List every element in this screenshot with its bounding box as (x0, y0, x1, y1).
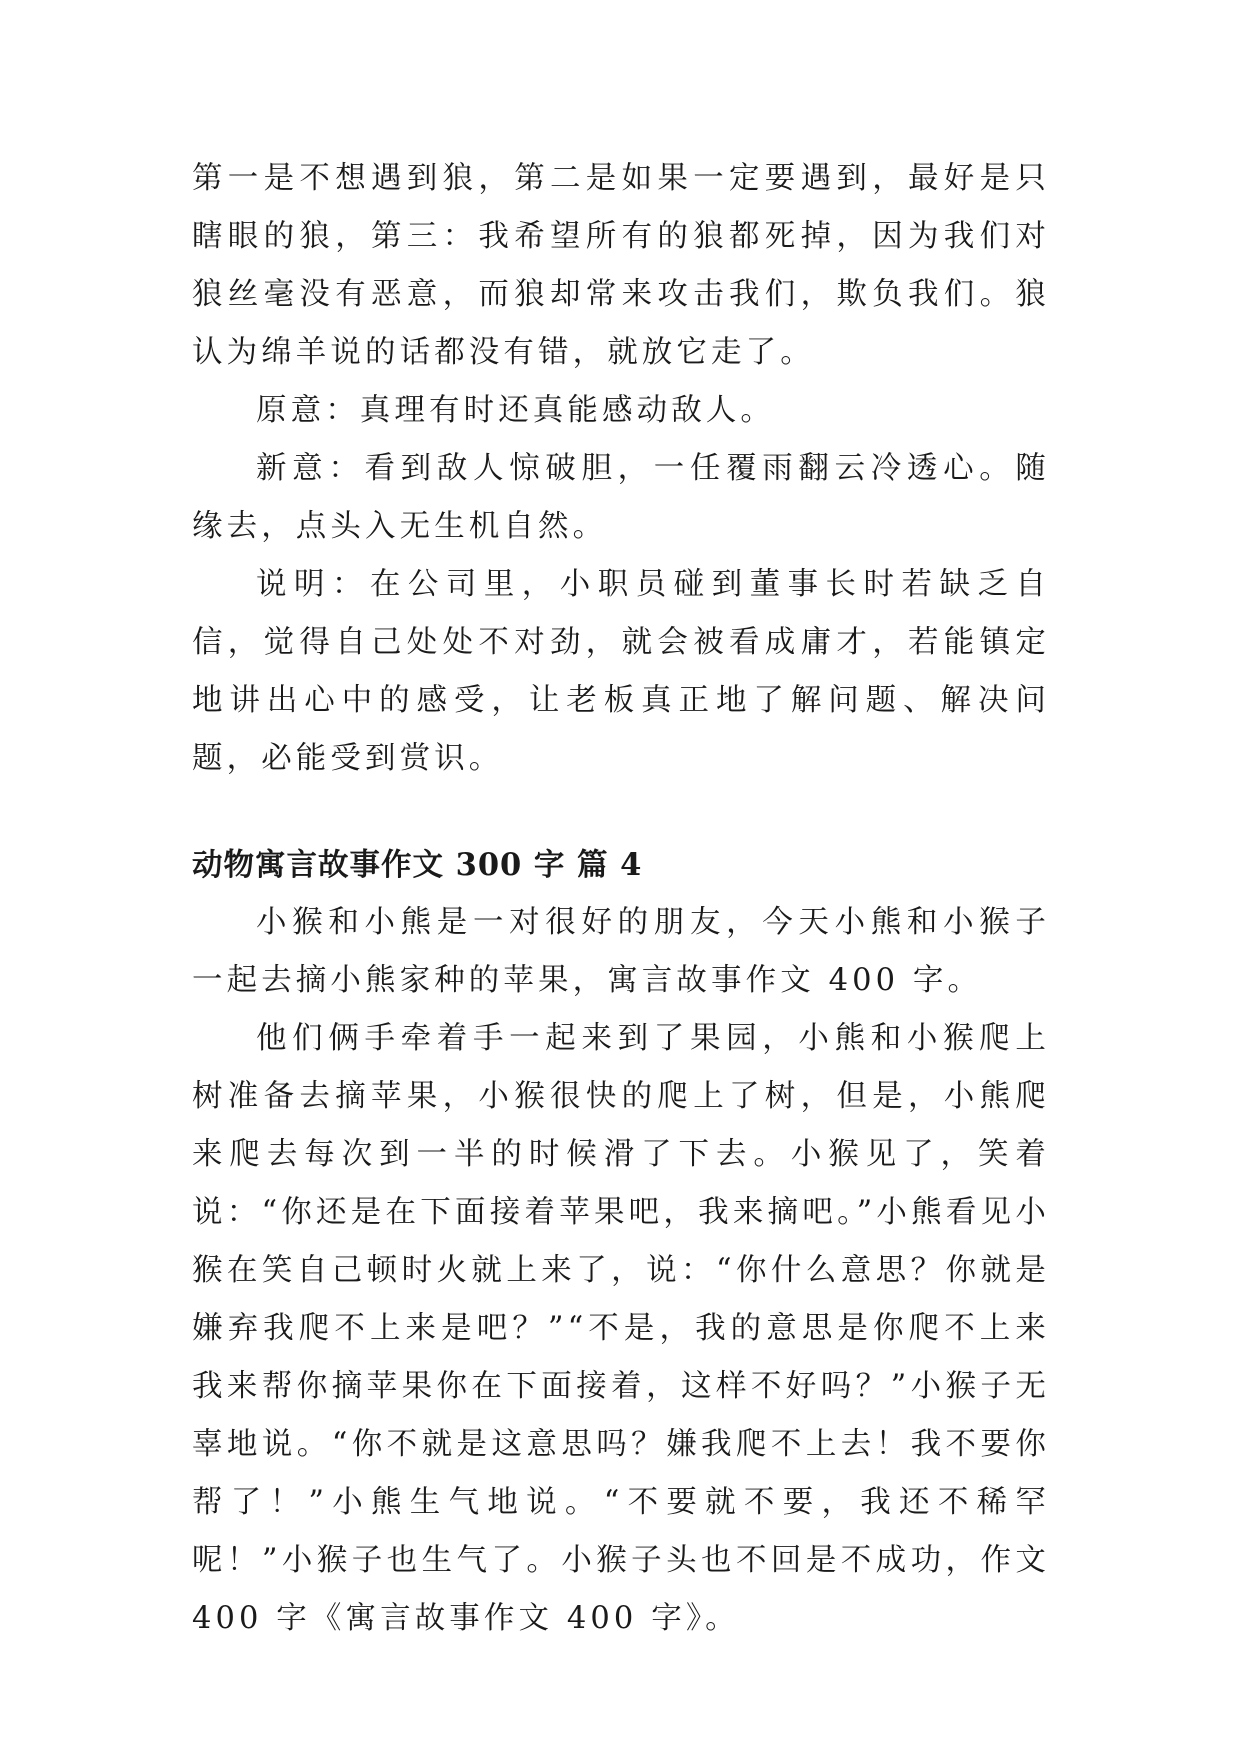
paragraph-story-body: 他们俩手牵着手一起来到了果园，小熊和小猴爬上树准备去摘苹果，小猴很快的爬上了树，但是，小熊爬来爬去每次到一半的时候滑了下去。小猴见了，笑着说：“你还是在下面接着苹果吧，我来摘吧。”小熊看见小猴在笑自己顿时火就上来了，说：“你什么意思？你就是嫌弃我爬不上来是吧？”“不是，我的意思是你爬不上来我来帮你摘苹果你在下面接着，这样不好吗？”小猴子无辜地说。“你不就是这意思吗？嫌我爬不上去！我不要你帮了！”小熊生气地说。“不要就不要，我还不稀罕呢！”小猴子也生气了。小猴子头也不回是不成功，作文 400 字《寓言故事作文 400 字》。 (192, 1021, 1050, 1636)
paragraph-explanation: 说明：在公司里，小职员碰到董事长时若缺乏自信，觉得自己处处不对劲，就会被看成庸才，若能镇定地讲出心中的感受，让老板真正地了解问题、解决问题，必能受到赏识。 (192, 567, 1050, 776)
paragraph-new-meaning: 新意：看到敌人惊破胆，一任覆雨翻云冷透心。随缘去，点头入无生机自然。 (192, 451, 1050, 544)
paragraph-original-meaning: 原意：真理有时还真能感动敌人。 (256, 393, 775, 428)
document-page (192, 150, 1050, 1648)
paragraph-wolf-ending: 第一是不想遇到狼，第二是如果一定要遇到，最好是只瞎眼的狼，第三：我希望所有的狼都死掉，因为我们对狼丝毫没有恶意，而狼却常来攻击我们，欺负我们。狼认为绵羊说的话都没有错，就放它走了。 (192, 161, 1050, 370)
section-title: 动物寓言故事作文 300 字 篇 4 (192, 847, 643, 883)
paragraph-story-intro: 小猴和小熊是一对很好的朋友，今天小熊和小猴子一起去摘小熊家种的苹果，寓言故事作文 400 字。 (192, 905, 1050, 998)
